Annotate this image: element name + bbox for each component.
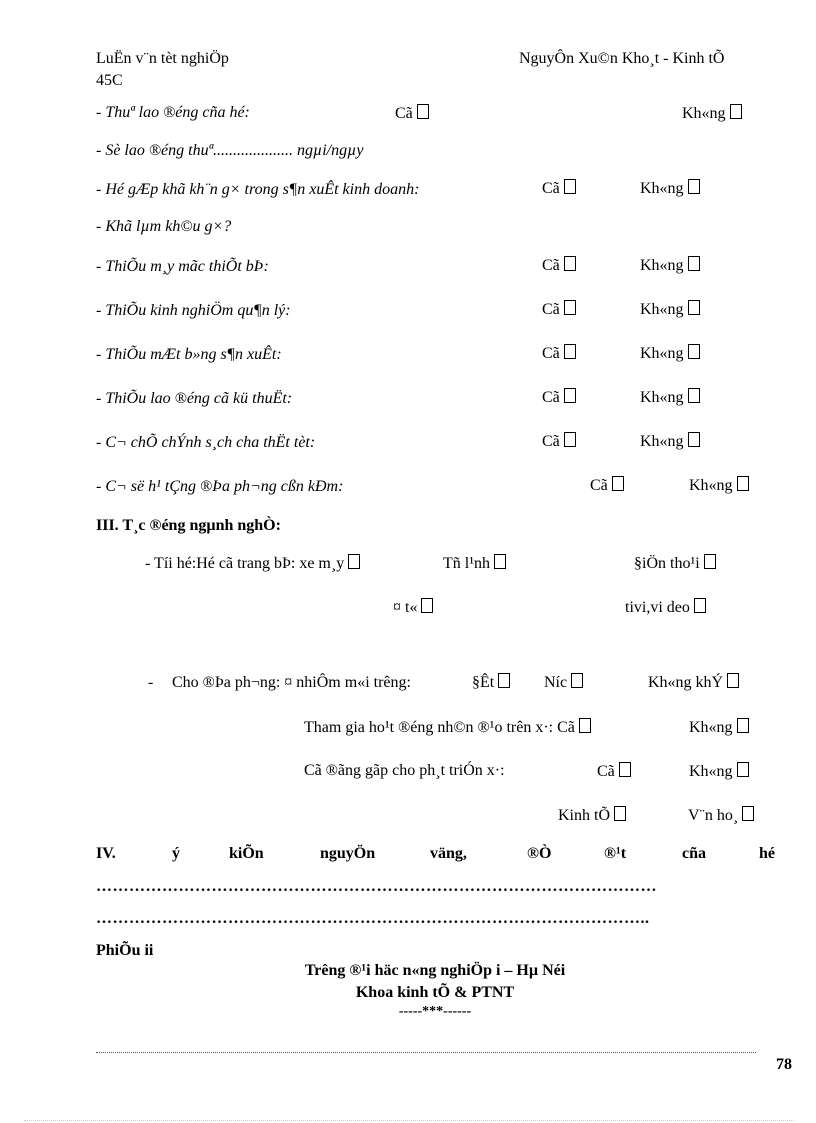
answer-line-1[interactable]: ………………………………………………………………………………………… [96, 878, 657, 895]
option-label: Cã [542, 180, 560, 197]
question-policy: - C¬ chÕ chÝnh s¸ch cha thËt tèt: [96, 434, 316, 451]
option-label: Cã [542, 389, 560, 406]
checkbox-icon[interactable] [737, 476, 749, 491]
checkbox-icon[interactable] [688, 179, 700, 194]
option-yes-policy[interactable] [542, 432, 576, 451]
option-label: Kh«ng [640, 433, 684, 450]
option-yes-infrastructure[interactable] [590, 476, 624, 495]
section-4-word: nguyÖn [320, 845, 376, 862]
answer-line-2[interactable]: ……………………………………………………………………………………….. [96, 910, 650, 927]
section-4-word: väng, [430, 845, 467, 862]
option-no-charity[interactable] [689, 718, 749, 737]
question-lack-machinery: - ThiÕu m¸y mãc thiÕt bÞ: [96, 258, 269, 275]
option-no-policy[interactable] [640, 432, 700, 451]
pollution-soil[interactable] [472, 673, 510, 692]
pollution-water[interactable] [544, 673, 583, 692]
page-number: 78 [776, 1056, 792, 1073]
checkbox-icon[interactable] [564, 388, 576, 403]
checkbox-icon[interactable] [694, 598, 706, 613]
option-label: Cã [395, 105, 413, 122]
checkbox-icon[interactable] [421, 598, 433, 613]
checkbox-icon[interactable] [688, 300, 700, 315]
pollution-air[interactable] [648, 673, 739, 692]
checkbox-icon[interactable] [417, 104, 429, 119]
option-no-infrastructure[interactable] [689, 476, 749, 495]
option-label: Cã [542, 433, 560, 450]
option-label: Kh«ng [640, 345, 684, 362]
page-edge-rule [24, 1120, 794, 1121]
question-difficulties: - Hé gÆp khã kh¨n g× trong s¶n xuÊt kinh doanh: [96, 181, 420, 198]
checkbox-icon[interactable] [619, 762, 631, 777]
option-label: Kh«ng [689, 477, 733, 494]
option-no-experience[interactable] [640, 300, 700, 319]
charity-label: Tham gia ho¹t ®éng nh©n ®¹o trên x·: [304, 719, 554, 736]
checkbox-icon[interactable] [730, 104, 742, 119]
question-infrastructure: - C¬ së h¹ tÇng ®Þa ph¬ng cßn kÐm: [96, 478, 344, 495]
section-4-word: kiÕn [229, 845, 264, 862]
option-label: - Tíi hé:Hé cã trang bÞ: xe m¸y [145, 555, 345, 572]
contribution-question: Cã ®ãng gãp cho ph¸t triÓn x·: [304, 762, 505, 779]
checkbox-icon[interactable] [564, 179, 576, 194]
option-label: Kh«ng khÝ [648, 674, 724, 691]
contribution-culture[interactable] [688, 806, 754, 825]
checkbox-icon[interactable] [348, 554, 360, 569]
checkbox-icon[interactable] [737, 718, 749, 733]
option-label: §Êt [472, 674, 495, 691]
household-phone[interactable] [634, 554, 716, 573]
option-yes-contribution[interactable] [597, 762, 631, 781]
checkbox-icon[interactable] [688, 344, 700, 359]
section-3-title: III. T¸c ®éng ngµnh nghÒ: [96, 517, 281, 534]
form-title: PhiÕu ii [96, 942, 154, 959]
option-label: Cã [542, 301, 560, 318]
ornament-stars: -----***------ [398, 1004, 472, 1019]
option-yes-machinery[interactable] [542, 256, 576, 275]
option-no-hired-labor[interactable] [682, 104, 742, 123]
option-label: Kh«ng [689, 719, 733, 736]
university-name: Trêng ®¹i häc n«ng nghiÖp i – Hµ Néi [304, 962, 566, 979]
option-no-difficulties[interactable] [640, 179, 700, 198]
question-number-hired: - Sè lao ®éng thuª.................... ngµi/ngµy [96, 142, 364, 159]
option-label: §iÖn tho¹i [634, 555, 700, 572]
contribution-economy[interactable] [558, 806, 626, 825]
household-car[interactable] [393, 598, 433, 617]
household-tv-video[interactable] [625, 598, 706, 617]
option-label: Tñ l¹nh [443, 555, 491, 572]
header-left-title: LuËn v¨n tèt nghiÖp [96, 50, 229, 67]
option-label: Kh«ng [640, 257, 684, 274]
checkbox-icon[interactable] [612, 476, 624, 491]
checkbox-icon[interactable] [727, 673, 739, 688]
header-left-class: 45C [96, 72, 123, 89]
section-4-word: hé [759, 845, 775, 862]
option-label: Cã [590, 477, 608, 494]
option-no-skilled-labor[interactable] [640, 388, 700, 407]
checkbox-icon[interactable] [737, 762, 749, 777]
household-motorbike[interactable] [145, 554, 360, 573]
checkbox-icon[interactable] [564, 300, 576, 315]
option-label: Kinh tÕ [558, 807, 610, 824]
checkbox-icon[interactable] [494, 554, 506, 569]
charity-question [304, 718, 591, 737]
section-4-word: ý [172, 845, 180, 862]
checkbox-icon[interactable] [688, 388, 700, 403]
household-fridge[interactable] [443, 554, 506, 573]
question-hired-labor: - Thuª lao ®éng cña hé: [96, 104, 250, 121]
checkbox-icon[interactable] [564, 432, 576, 447]
question-lack-premises: - ThiÕu mÆt b»ng s¶n xuÊt: [96, 346, 282, 363]
option-label: Kh«ng [682, 105, 726, 122]
checkbox-icon[interactable] [614, 806, 626, 821]
option-no-premises[interactable] [640, 344, 700, 363]
list-dash: - [148, 674, 154, 691]
section-4-word: cña [682, 845, 706, 862]
section-4-word: ®¹t [604, 845, 627, 862]
option-yes-experience[interactable] [542, 300, 576, 319]
checkbox-icon[interactable] [579, 718, 591, 733]
footer-rule [96, 1052, 756, 1053]
checkbox-icon[interactable] [688, 432, 700, 447]
option-label: Cã [597, 763, 615, 780]
checkbox-icon[interactable] [564, 256, 576, 271]
option-no-machinery[interactable] [640, 256, 700, 275]
header-right-author: NguyÔn Xu©n Kho¸t - Kinh tÕ [519, 50, 725, 67]
question-lack-skilled-labor: - ThiÕu lao ®éng cã kü thuËt: [96, 390, 293, 407]
option-yes-premises[interactable] [542, 344, 576, 363]
option-no-contribution[interactable] [689, 762, 749, 781]
option-yes-difficulties[interactable] [542, 179, 576, 198]
faculty-name: Khoa kinh tÕ & PTNT [355, 984, 515, 1001]
question-lack-experience: - ThiÕu kinh nghiÖm qu¶n lý: [96, 302, 291, 319]
checkbox-icon[interactable] [571, 673, 583, 688]
section-4-word: ®Ò [527, 845, 552, 862]
option-label: Cã [542, 345, 560, 362]
option-label: Níc [544, 674, 568, 691]
checkbox-icon[interactable] [704, 554, 716, 569]
option-label: Cã [542, 257, 560, 274]
option-label: Kh«ng [689, 763, 733, 780]
option-label: Cã [557, 719, 575, 736]
checkbox-icon[interactable] [498, 673, 510, 688]
option-yes-skilled-labor[interactable] [542, 388, 576, 407]
option-yes-hired-labor[interactable] [395, 104, 429, 123]
option-label: Kh«ng [640, 180, 684, 197]
checkbox-icon[interactable] [742, 806, 754, 821]
checkbox-icon[interactable] [564, 344, 576, 359]
option-label: V¨n ho¸ [688, 807, 739, 824]
section-4-word: IV. [96, 845, 116, 862]
option-label: Kh«ng [640, 389, 684, 406]
option-label: tivi,vi deo [625, 599, 690, 616]
local-pollution-label: Cho ®Þa ph¬ng: ¤ nhiÔm m«i trêng: [172, 674, 411, 691]
option-label: ¤ t« [393, 599, 418, 616]
question-difficult-stage: - Khã lµm kh©u g×? [96, 218, 232, 235]
option-label: Kh«ng [640, 301, 684, 318]
checkbox-icon[interactable] [688, 256, 700, 271]
